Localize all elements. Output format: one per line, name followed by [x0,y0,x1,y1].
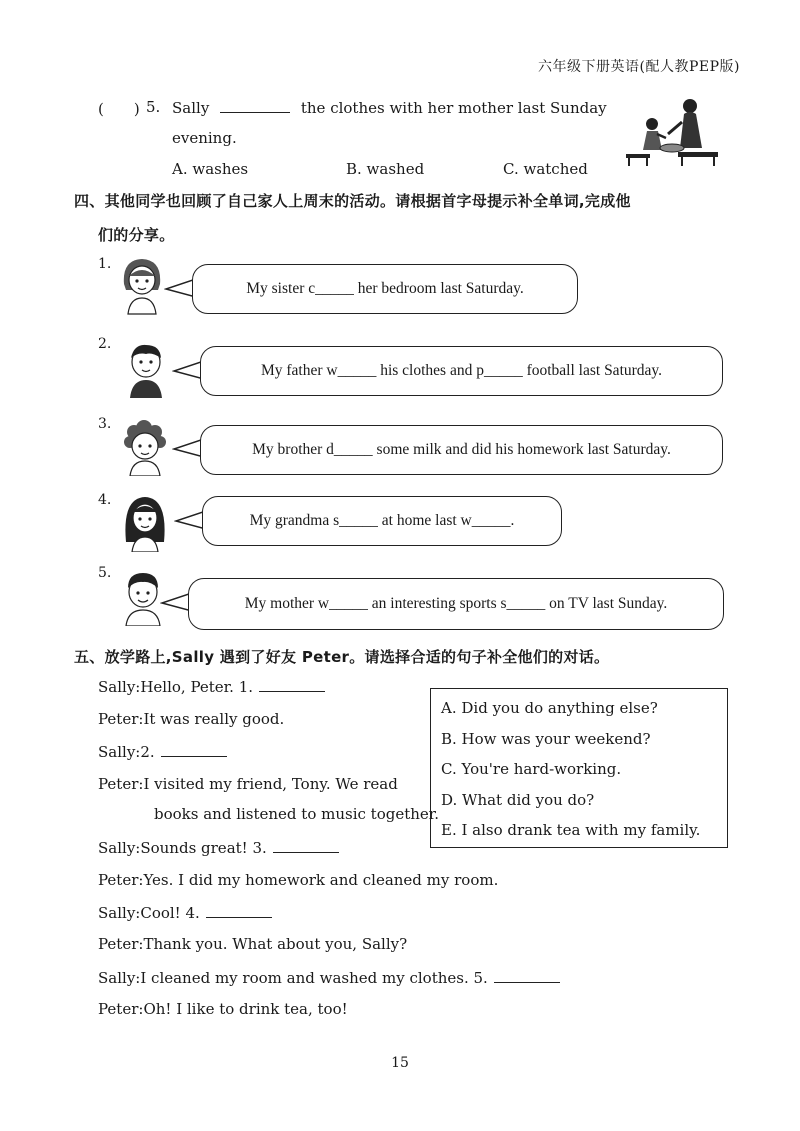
speaker-label: Sally: [98,969,141,987]
page-number: 15 [391,1055,409,1071]
item4-number: 4. [98,492,112,508]
answer-blank[interactable] [259,677,325,692]
speech-bubble-2: My father w_____ his clothes and p_____ football last Saturday. [200,346,723,396]
speaker-label: Peter: [98,935,144,953]
q5-before-blank: Sally [172,99,210,117]
item1-number: 1. [98,256,112,272]
page-header: 六年级下册英语(配人教PEP版) [538,59,740,75]
dialogue-line [98,968,560,987]
answer-blank[interactable] [206,903,272,918]
option-d: D. What did you do? [441,790,595,809]
dialogue-text: Sounds great! 3. [140,839,267,857]
dialogue-line [98,742,227,761]
dialogue-text: Hello, Peter. 1. [140,678,254,696]
speaker-label: Peter: [98,871,144,889]
dialogue-line [98,1000,348,1018]
dialogue-line [98,838,339,857]
option-e: E. I also drank tea with my family. [441,821,701,840]
dialogue-line [98,775,398,793]
dialogue-text: I visited my friend, Tony. We read [143,775,398,793]
speaker-label: Peter: [98,1000,144,1018]
item5-number: 5. [98,565,112,581]
dialogue-line [98,871,498,889]
dialogue-text: Oh! I like to drink tea, too! [143,1000,348,1018]
dialogue-line [98,710,284,728]
speaker-label: Sally: [98,839,141,857]
section4-title-line1: 四、其他同学也回顾了自己家人上周末的活动。请根据首字母提示补全单词,完成他 [74,192,631,210]
q5-paren: ( ) [98,100,140,118]
dialogue-line [154,805,439,823]
q5-option-a: A. washes [172,160,249,178]
q5-number: 5. [146,98,161,116]
answer-blank[interactable] [161,742,227,757]
q5-answer-blank[interactable] [220,98,290,113]
item3-number: 3. [98,416,112,432]
speech-bubble-5: My mother w_____ an interesting sports s_____ on TV last Sunday. [188,578,724,630]
section4-title-line2: 们的分享。 [98,226,175,244]
dialogue-text: It was really good. [143,710,285,728]
long-hair-girl-avatar-icon [120,492,170,552]
speaker-label: Sally: [98,678,141,696]
dialogue-text: I cleaned my room and washed my clothes. 5. [140,969,488,987]
speaker-label: Peter: [98,775,144,793]
washing-clothes-illustration [622,96,722,168]
curly-hair-boy-avatar-icon [120,420,170,476]
speaker-label: Peter: [98,710,144,728]
option-c: C. You're hard-working. [441,760,622,779]
speech-bubble-4: My grandma s_____ at home last w_____. [202,496,562,546]
option-a: A. Did you do anything else? [441,699,658,717]
speech-bubble-1: My sister c_____ her bedroom last Saturday. [192,264,578,314]
q5-line1 [172,98,607,117]
section5-title: 五、放学路上,Sally 遇到了好友 Peter。请选择合适的句子补全他们的对话。 [74,648,610,666]
q5-line2: evening. [172,129,237,147]
girl-avatar-icon [118,254,166,316]
dialogue-text: Cool! 4. [140,904,200,922]
speaker-label: Sally: [98,904,141,922]
q5-option-b: B. washed [346,160,425,178]
dialogue-line [98,935,407,953]
dialogue-text: Thank you. What about you, Sally? [143,935,408,953]
q5-after-blank: the clothes with her mother last Sunday [300,99,607,117]
speaker-label: Sally: [98,743,141,761]
dialogue-line [98,677,325,696]
option-b: B. How was your weekend? [441,729,651,748]
answer-blank[interactable] [273,838,339,853]
item2-number: 2. [98,336,112,352]
boy-avatar-icon [122,340,170,398]
dialogue-text: books and listened to music together. [154,805,440,823]
dialogue-line [98,903,272,922]
options-box [430,688,728,848]
dialogue-text: 2. [140,743,155,761]
dialogue-text: Yes. I did my homework and cleaned my room. [143,871,499,889]
speech-bubble-3: My brother d_____ some milk and did his homework last Saturday. [200,425,723,475]
answer-blank[interactable] [494,968,560,983]
q5-option-c: C. watched [503,160,588,178]
